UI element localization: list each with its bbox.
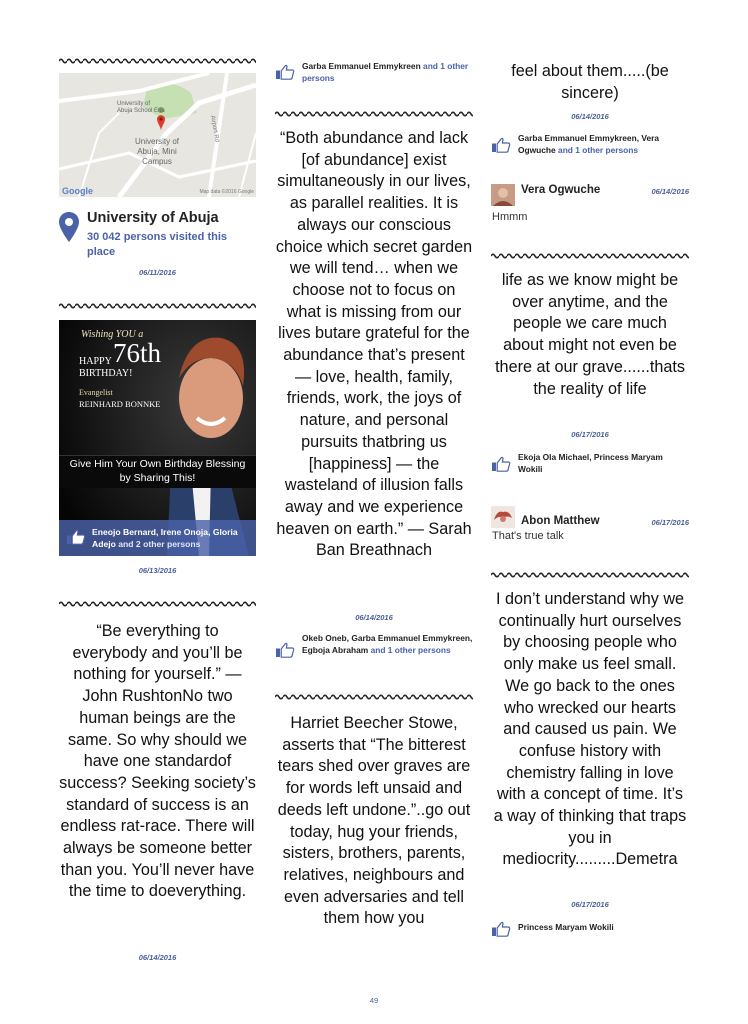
comment-text: Hmmm bbox=[492, 211, 528, 223]
page-number: 49 bbox=[369, 996, 379, 1005]
post-date: 06/14/2016 bbox=[355, 613, 393, 622]
likers[interactable]: Okeb Oneb, Garba Emmanuel Emmykreen, Egboja Abraham bbox=[302, 633, 473, 655]
map-label-faculty: University of Abuja School Ena bbox=[117, 101, 165, 114]
quote-hurt: I don’t understand why we continually hurt ourselves by choosing people who only make us feel small. We go back to the ones who wrecked our hearts and caused us pain. We confuse history with chemistry falling in love with a concept of time. It’s a way of thinking that traps you in mediocrity.........Demetra bbox=[493, 590, 687, 869]
likers[interactable]: Garba Emmanuel Emmykreen bbox=[302, 61, 421, 71]
likers-others[interactable]: and 1 other persons bbox=[558, 145, 639, 155]
post-date: 06/17/2016 bbox=[571, 430, 609, 439]
map-google-logo: Google bbox=[62, 186, 93, 196]
like-thumb-icon[interactable] bbox=[66, 529, 86, 545]
post-date: 06/17/2016 bbox=[571, 900, 609, 909]
wavy-divider bbox=[491, 252, 689, 260]
location-pin-icon bbox=[59, 212, 79, 242]
likers-others[interactable]: and 1 other persons bbox=[302, 61, 469, 83]
avatar[interactable] bbox=[491, 506, 515, 528]
wavy-divider bbox=[275, 693, 473, 701]
comment-text: That's true talk bbox=[492, 530, 564, 542]
wavy-divider bbox=[59, 302, 256, 310]
wavy-divider bbox=[59, 57, 256, 65]
likers[interactable]: Ekoja Ola Michael, Princess Maryam Wokili bbox=[518, 452, 663, 474]
wavy-divider bbox=[59, 600, 256, 608]
place-title[interactable]: University of Abuja bbox=[87, 210, 219, 226]
banner-birthday: BIRTHDAY! bbox=[79, 368, 133, 379]
like-thumb-icon[interactable] bbox=[275, 642, 295, 658]
like-thumb-icon[interactable] bbox=[491, 456, 511, 472]
avatar[interactable] bbox=[491, 184, 515, 206]
post-date: 06/11/2016 bbox=[139, 268, 176, 277]
banner-age: 76th bbox=[113, 338, 162, 368]
post-date: 06/14/2016 bbox=[138, 953, 177, 962]
place-card[interactable] bbox=[59, 209, 256, 264]
banner-wishing: Wishing YOU a bbox=[81, 329, 144, 340]
quote-stowe-continued: feel about them.....(be sincere) bbox=[511, 62, 669, 102]
like-thumb-icon[interactable] bbox=[491, 137, 511, 153]
birthday-banner-image[interactable] bbox=[59, 320, 256, 556]
like-thumb-icon[interactable] bbox=[491, 921, 511, 937]
banner-blessing-line1: Give Him Your Own Birthday Blessing bbox=[69, 458, 246, 470]
map-label-campus: University of Abuja, Mini Campus bbox=[134, 137, 179, 166]
map-credit: Map data ©2016 Google bbox=[199, 189, 254, 195]
banner-likes-text bbox=[92, 526, 254, 550]
wavy-divider bbox=[491, 571, 689, 579]
comment-date: 06/17/2016 bbox=[651, 518, 689, 527]
place-visitors: 30 042 persons visited this place bbox=[87, 231, 228, 258]
quote-success: “Be everything to everybody and you’ll be nothing for yourself.” — John RushtonNo two human beings are the same. So why should we have one standardof success? Seeking society’s standard of success is an endless rat-race. There will always be someone better than you. You’ll never have the time to doeverything. bbox=[59, 622, 256, 901]
likers[interactable]: Princess Maryam Wokili bbox=[518, 922, 614, 932]
banner-evangelist: Evangelist bbox=[79, 388, 113, 397]
comment-date: 06/14/2016 bbox=[651, 187, 689, 196]
likers[interactable]: Garba Emmanuel Emmykreen, Vera Ogwuche bbox=[518, 133, 660, 155]
map-thumbnail[interactable] bbox=[59, 73, 256, 197]
post-date: 06/13/2016 bbox=[138, 566, 177, 575]
post-date: 06/14/2016 bbox=[571, 112, 609, 121]
banner-likers[interactable]: Eneojo Bernard, Irene Onoja, Gloria Adejo bbox=[92, 527, 238, 549]
wavy-divider bbox=[275, 110, 473, 118]
like-thumb-icon[interactable] bbox=[275, 64, 295, 80]
quote-stowe: Harriet Beecher Stowe, asserts that “The bitterest tears shed over graves are for words left unsaid and deeds left undone.”..go out today, hug your friends, sisters, brothers, parents, relatives, neighbours and even adversaries and tell them how you bbox=[277, 714, 471, 928]
banner-name: REINHARD BONNKE bbox=[79, 399, 161, 409]
quote-life: life as we know might be over anytime, and the people we care much about might not even be there at our grave......thats the reality of life bbox=[495, 271, 685, 398]
quote-abundance: “Both abundance and lack [of abundance] exist simultaneously in our lives, as parallel realities. It is always our conscious choice which secret garden we will tend… when we choose not to focus on what is missing from our lives butare grateful for the abundance that’s present — love, health, family, friends, work, the joys of nature, and personal pursuits thatbring us [happiness] — the wasteland of illusion falls away and we experience heaven on earth.” — Sarah Ban Breathnach bbox=[275, 129, 473, 560]
banner-blessing-line2: by Sharing This! bbox=[119, 472, 196, 484]
map-label-road: Airport Rd bbox=[209, 115, 220, 143]
banner-happy: HAPPY bbox=[79, 356, 112, 367]
comment-author[interactable]: Abon Matthew bbox=[521, 515, 600, 527]
likers-others[interactable]: and 1 other persons bbox=[370, 645, 451, 655]
banner-likers-others[interactable]: and 2 other persons bbox=[118, 539, 201, 549]
comment-author[interactable]: Vera Ogwuche bbox=[521, 184, 601, 196]
map-graphic bbox=[59, 73, 256, 197]
